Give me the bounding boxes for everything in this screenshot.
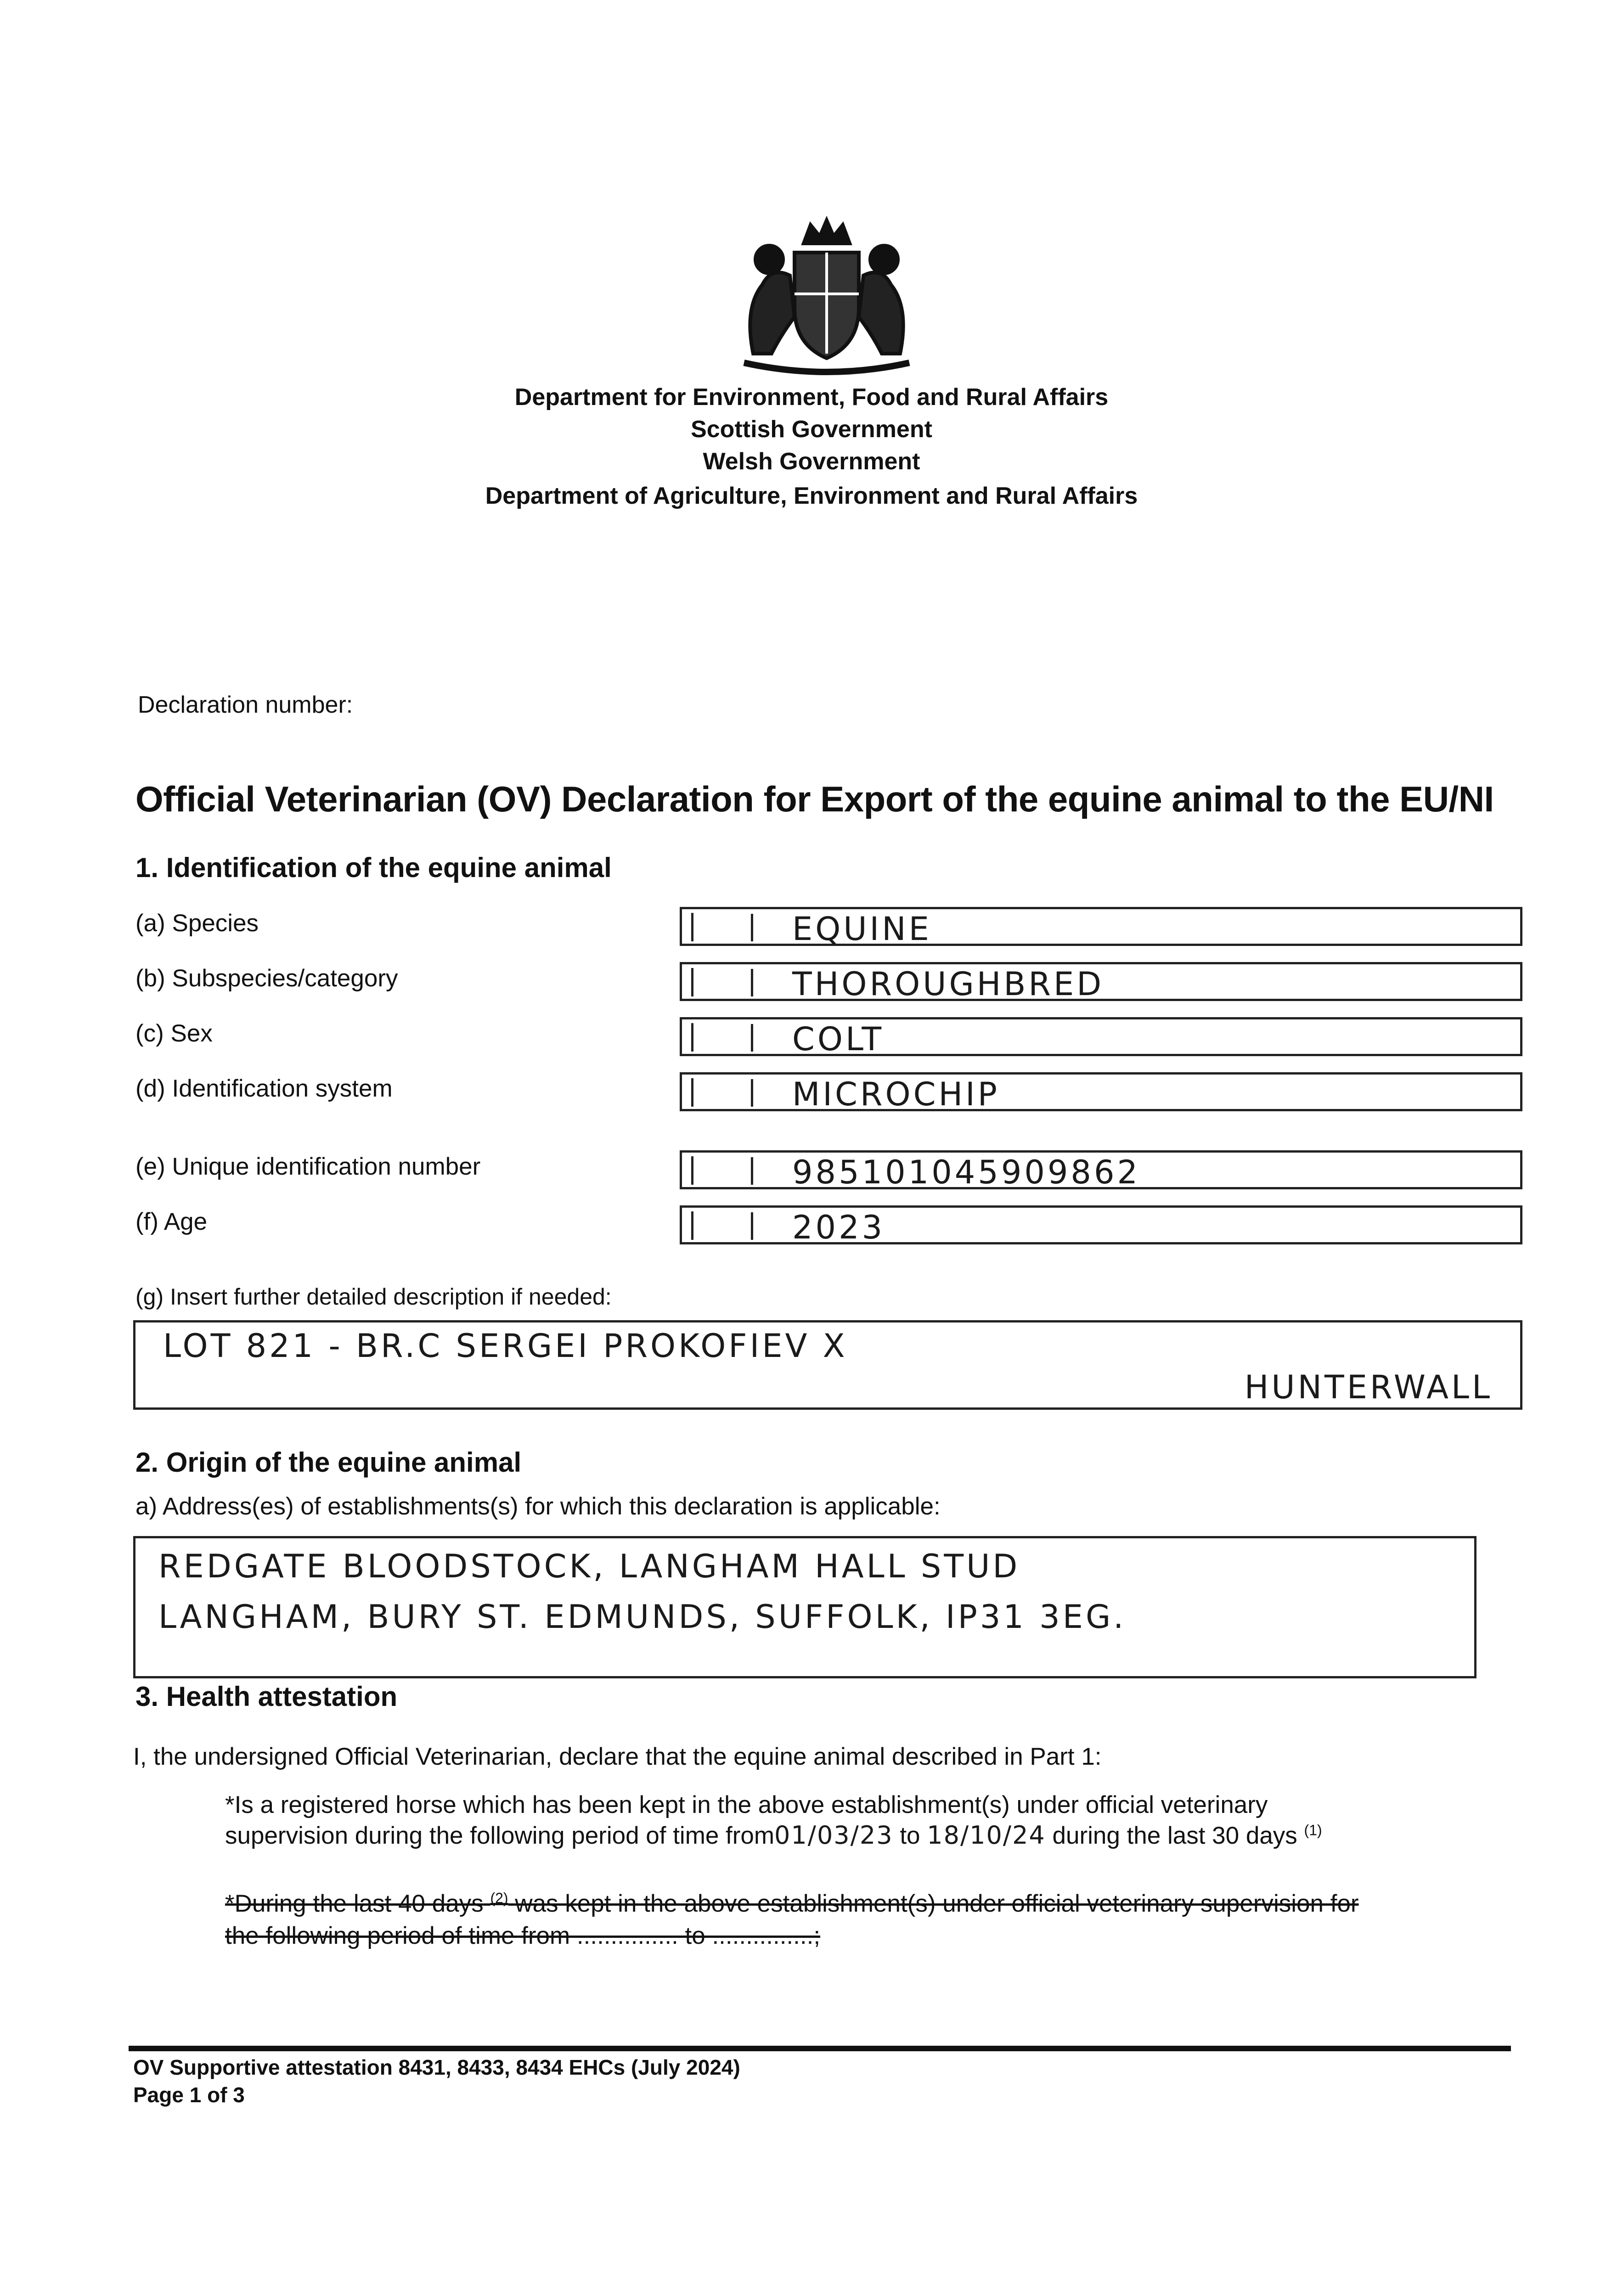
description-label: (g) Insert further detailed description if needed: (135, 1284, 612, 1310)
species-value: EQUINE (792, 910, 932, 948)
para2-text-a: *During the last 40 days (225, 1890, 484, 1917)
identification-system-field[interactable] (680, 1072, 1522, 1111)
species-field[interactable] (680, 907, 1522, 946)
period-from-date[interactable]: 01/03/23 (774, 1821, 893, 1850)
age-label: (f) Age (135, 1208, 208, 1235)
section-2-heading: 2. Origin of the equine animal (135, 1447, 522, 1478)
period-suffix: during the last 30 days (1052, 1822, 1297, 1849)
attestation-para2-line1 (225, 1890, 1359, 1918)
department-line-4: Department of Agriculture, Environment and Rural Affairs (485, 483, 1138, 509)
subspecies-label: (b) Subspecies/category (135, 965, 398, 992)
address-label: a) Address(es) of establishments(s) for which this declaration is applicable: (135, 1493, 941, 1520)
address-line-2: LANGHAM, BURY ST. EDMUNDS, SUFFOLK, IP31 3EG. (158, 1598, 1127, 1636)
footnote-2-marker: (2) (490, 1890, 508, 1907)
species-label: (a) Species (135, 910, 259, 937)
footnote-1-marker: (1) (1304, 1822, 1322, 1839)
attestation-para1-line1: *Is a registered horse which has been kept in the above establishment(s) under official veterinary (225, 1791, 1268, 1818)
section-3-heading: 3. Health attestation (135, 1681, 398, 1712)
age-value: 2023 (792, 1209, 885, 1246)
identification-system-label: (d) Identification system (135, 1075, 393, 1102)
declaration-number-label: Declaration number: (138, 692, 353, 718)
department-line-1: Department for Environment, Food and Rural Affairs (514, 384, 1109, 411)
attestation-para1-line2 (225, 1821, 1322, 1850)
footer-divider (129, 2046, 1511, 2051)
unique-id-value: 985101045909862 (792, 1154, 1141, 1191)
period-prefix: supervision during the following period of time from (225, 1822, 775, 1849)
sex-label: (c) Sex (135, 1020, 213, 1047)
footer-page-number: Page 1 of 3 (133, 2083, 245, 2107)
description-box[interactable] (133, 1320, 1522, 1410)
address-line-1: REDGATE BLOODSTOCK, LANGHAM HALL STUD (158, 1548, 1020, 1585)
coat-of-arms-icon (726, 216, 928, 381)
subspecies-field[interactable] (680, 962, 1522, 1001)
period-to-date[interactable]: 18/10/24 (927, 1821, 1046, 1850)
attestation-para2-line2: the following period of time from ............... to ...............; (225, 1922, 821, 1949)
unique-id-label: (e) Unique identification number (135, 1153, 481, 1180)
sex-field[interactable] (680, 1017, 1522, 1056)
document-title: Official Veterinarian (OV) Declaration for Export of the equine animal to the EU/NI (135, 779, 1494, 819)
age-field[interactable] (680, 1205, 1522, 1244)
department-line-3: Welsh Government (703, 448, 920, 475)
unique-id-field[interactable] (680, 1150, 1522, 1189)
period-to-word: to (900, 1822, 920, 1849)
address-box[interactable] (133, 1536, 1476, 1678)
section-1-heading: 1. Identification of the equine animal (135, 852, 612, 883)
identification-system-value: MICROCHIP (792, 1075, 1000, 1113)
department-line-2: Scottish Government (691, 416, 932, 443)
attestation-intro: I, the undersigned Official Veterinarian, declare that the equine animal described in Part 1: (133, 1743, 1102, 1770)
description-line-1: LOT 821 - BR.C SERGEI PROKOFIEV X (163, 1327, 848, 1365)
para2-text-b: was kept in the above establishment(s) under official veterinary supervision for (515, 1890, 1359, 1917)
footer-form-reference: OV Supportive attestation 8431, 8433, 8434 EHCs (July 2024) (133, 2055, 740, 2079)
description-line-2: HUNTERWALL (1244, 1368, 1493, 1406)
sex-value: COLT (792, 1020, 885, 1058)
subspecies-value: THOROUGHBRED (792, 965, 1105, 1003)
